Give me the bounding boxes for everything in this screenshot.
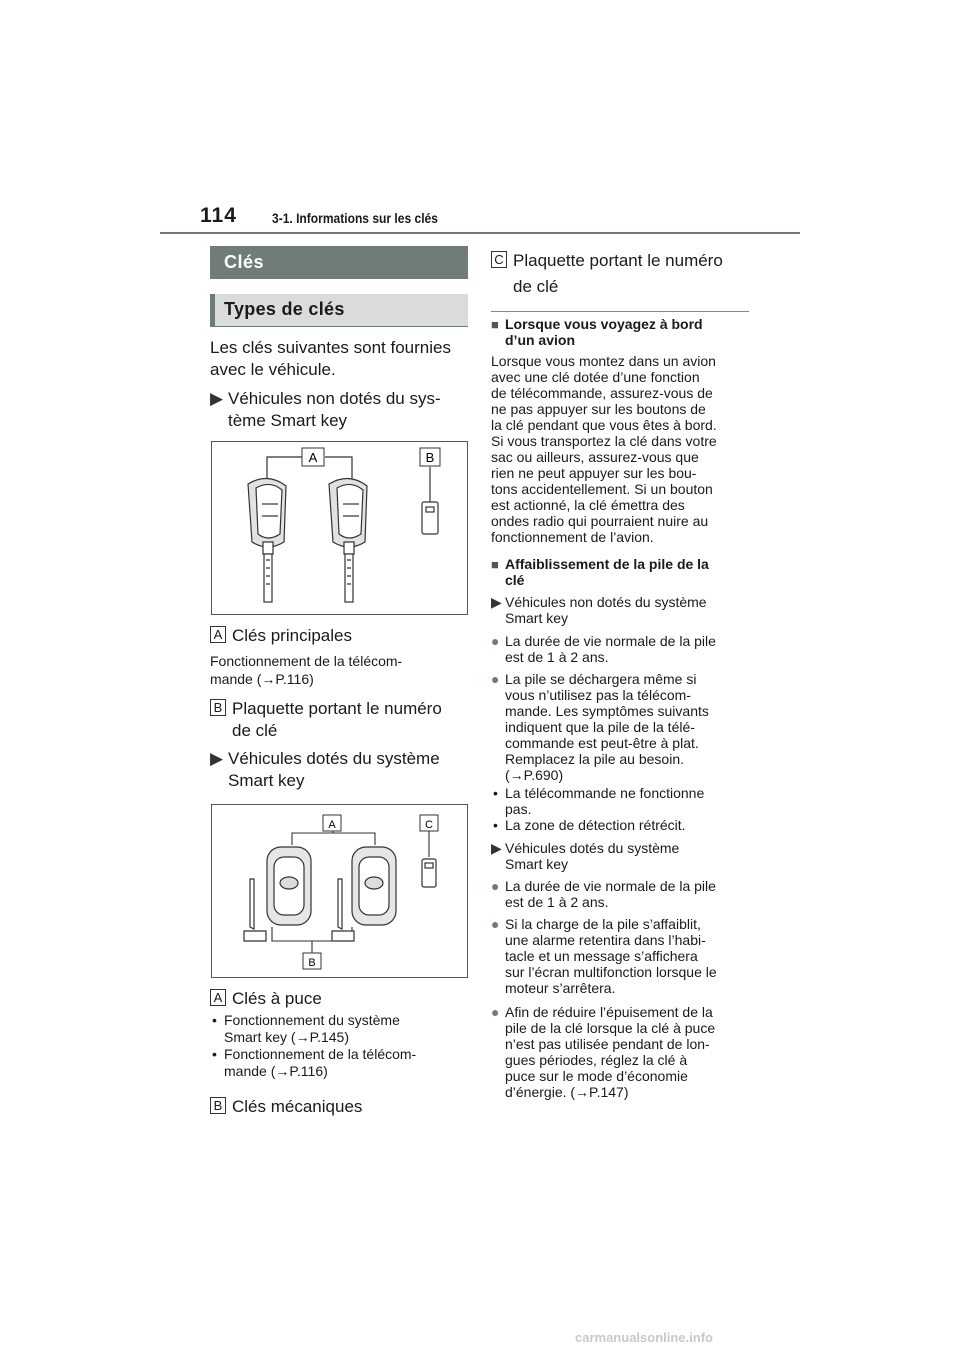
- smart-keys-illustration: [212, 805, 467, 977]
- subheading-non-smart-key: [210, 388, 441, 432]
- legend-c-number-plate: [491, 250, 723, 298]
- list-item: [210, 1012, 468, 1046]
- column-divider: [491, 311, 749, 312]
- text-line: de télécommande, assurez-vous de: [491, 385, 713, 401]
- figure-smart-keys: [211, 804, 468, 978]
- legend-text: de clé: [232, 721, 278, 740]
- subheading-line: tème Smart key: [228, 411, 348, 430]
- text-line: commande est peut-être à plat.: [505, 735, 699, 751]
- subheading-pile-smart: [491, 840, 679, 872]
- subheading-smart-key: [210, 748, 440, 792]
- note-line: Fonctionnement de la télécom-: [210, 653, 403, 669]
- heading-line: d’un avion: [505, 332, 575, 348]
- header-rule: [160, 232, 800, 234]
- text-line: tons accidentellement. Si un bouton: [491, 481, 713, 497]
- list-item: [210, 1046, 468, 1080]
- list-line: Smart key (→P.145): [224, 1029, 350, 1045]
- text-line: la clé pendant que vous êtes à bord.: [491, 417, 717, 433]
- heading-avion: [491, 316, 765, 348]
- legend-text: Plaquette portant le numéro: [232, 699, 442, 718]
- text-line: fonctionnement de l’avion.: [491, 529, 654, 545]
- list-item: [491, 785, 753, 817]
- subheading-line: Véhicules non dotés du sys-: [228, 389, 441, 408]
- circle-bullet-icon: ●: [491, 633, 500, 649]
- key-number-plate-icon: [422, 502, 438, 534]
- heading-types-de-cles: Types de clés: [210, 294, 468, 327]
- legend-label-a: A: [210, 989, 226, 1006]
- text-line: ondes radio qui pourraient nuire au: [491, 513, 709, 529]
- subheading-line: Véhicules dotés du système: [228, 749, 440, 768]
- key-fob-icon: [248, 478, 286, 602]
- subheading-line: Smart key: [228, 771, 305, 790]
- circle-bullet-icon: ●: [491, 916, 500, 932]
- conventional-keys-illustration: [212, 442, 467, 614]
- text-line: Si la charge de la pile s’affaiblit,: [505, 916, 701, 932]
- text-line: est de 1 à 2 ans.: [505, 649, 609, 665]
- item-pile-lifetime-smart: [491, 878, 767, 910]
- note-line: mande (→P.116): [210, 671, 314, 687]
- text-line: gues périodes, réglez la clé à: [505, 1052, 688, 1068]
- text-line: sac ou ailleurs, assurez-vous que: [491, 449, 699, 465]
- legend-text: Clés mécaniques: [232, 1097, 363, 1116]
- legend-label-c: C: [491, 251, 507, 268]
- text-line: moteur s’arrêtera.: [505, 980, 616, 996]
- intro-line-2: avec le véhicule.: [210, 360, 336, 379]
- subheading-line: Smart key: [505, 856, 569, 872]
- mechanical-key-icon: [244, 879, 266, 941]
- text-line: (→P.690): [505, 767, 564, 783]
- legend-text: de clé: [513, 277, 559, 296]
- item-pile-economy-mode: [491, 1004, 767, 1100]
- heading-line: Affaiblissement de la pile de la: [505, 556, 709, 572]
- text-line: vous n’utilisez pas la télécom-: [505, 687, 691, 703]
- smart-key-icon: [267, 847, 311, 925]
- arrow-icon: ▶: [210, 389, 224, 408]
- section-header: 3-1. Informations sur les clés: [272, 210, 438, 226]
- legend-label-a: A: [210, 626, 226, 643]
- text-line: La pile se déchargera même si: [505, 671, 697, 687]
- page-number: 114: [200, 204, 237, 227]
- text-line: indiquent que la pile de la télé-: [505, 719, 695, 735]
- heading-line: Lorsque vous voyagez à bord: [505, 316, 703, 332]
- key-number-plate-icon: [422, 859, 436, 887]
- watermark: carmanualsonline.info: [575, 1330, 713, 1345]
- list-line: pas.: [505, 801, 532, 817]
- text-line: Lorsque vous montez dans un avion: [491, 353, 716, 369]
- square-bullet-icon: ■: [491, 557, 499, 572]
- legend-b-number-plate: [210, 698, 442, 742]
- legend-text: Clés principales: [232, 626, 352, 645]
- smart-key-function-list: [210, 1012, 468, 1080]
- circle-bullet-icon: ●: [491, 671, 500, 687]
- item-pile-lifetime: [491, 633, 767, 665]
- subheading-line: Smart key: [505, 610, 569, 626]
- list-line: • La zone de détection rétrécit.: [505, 817, 686, 833]
- text-line: est actionné, la clé émettra des: [491, 497, 685, 513]
- text-line: La durée de vie normale de la pile: [505, 878, 716, 894]
- text-line: sur l’écran multifonction lorsque le: [505, 964, 717, 980]
- list-line: mande (→P.116): [224, 1063, 328, 1079]
- subheading-pile-non-smart: [491, 594, 707, 626]
- circle-bullet-icon: ●: [491, 878, 500, 894]
- list-item: [491, 817, 753, 833]
- arrow-icon: ▶: [491, 840, 502, 856]
- text-line: ne pas appuyer sur les boutons de: [491, 401, 706, 417]
- intro-line-1: Les clés suivantes sont fournies: [210, 338, 451, 357]
- text-line: rien ne peut appuyer sur les bou-: [491, 465, 697, 481]
- text-line: mande. Les symptômes suivants: [505, 703, 709, 719]
- heading-pile: [491, 556, 767, 588]
- legend-a-smart-keys: [210, 988, 322, 1010]
- circle-bullet-icon: ●: [491, 1004, 500, 1020]
- text-line: pile de la clé lorsque la clé à puce: [505, 1020, 716, 1036]
- legend-label-b: B: [210, 1097, 226, 1114]
- subheading-line: Véhicules non dotés du système: [505, 594, 707, 610]
- heading-line: clé: [505, 572, 525, 588]
- item-pile-alarm: [491, 916, 767, 996]
- arrow-icon: ▶: [491, 594, 502, 610]
- text-line: puce sur le mode d’économie: [505, 1068, 688, 1084]
- item-pile-discharge: [491, 671, 767, 783]
- heading-cles: Clés: [210, 246, 468, 279]
- text-line: La durée de vie normale de la pile: [505, 633, 716, 649]
- legend-text: Clés à puce: [232, 989, 322, 1008]
- figure-conventional-keys: [211, 441, 468, 615]
- symptom-list: [491, 785, 753, 833]
- text-line: Afin de réduire l’épuisement de la: [505, 1004, 713, 1020]
- text-line: n’est pas utilisée pendant de lon-: [505, 1036, 710, 1052]
- callout-a: A: [328, 819, 336, 831]
- text-line: une alarme retentira dans l’habi-: [505, 932, 706, 948]
- callout-c: C: [425, 819, 433, 831]
- arrow-icon: ▶: [210, 749, 224, 768]
- text-line: Si vous transportez la clé dans votre: [491, 433, 717, 449]
- list-line: • Fonctionnement de la télécom-: [224, 1046, 417, 1062]
- square-bullet-icon: ■: [491, 317, 499, 332]
- callout-b: B: [308, 957, 316, 969]
- mechanical-key-icon: [332, 879, 354, 941]
- text-line: Remplacez la pile au besoin.: [505, 751, 684, 767]
- text-line: tacle et un message s’affichera: [505, 948, 698, 964]
- smart-key-icon: [352, 847, 396, 925]
- paragraph-avion: [491, 353, 753, 545]
- text-line: d’énergie. (→P.147): [505, 1084, 629, 1100]
- text-line: est de 1 à 2 ans.: [505, 894, 609, 910]
- legend-a-main-keys: [210, 625, 352, 647]
- legend-a-note: [210, 652, 402, 688]
- list-line: • La télécommande ne fonctionne: [505, 785, 705, 801]
- callout-a: A: [308, 450, 318, 465]
- key-fob-icon: [329, 478, 367, 602]
- callout-b: B: [425, 450, 435, 465]
- legend-label-b: B: [210, 699, 226, 716]
- legend-b-mechanical-keys: [210, 1096, 362, 1118]
- subheading-line: Véhicules dotés du système: [505, 840, 680, 856]
- list-line: • Fonctionnement du système: [224, 1012, 400, 1028]
- text-line: avec une clé dotée d’une fonction: [491, 369, 700, 385]
- legend-text: Plaquette portant le numéro: [513, 251, 723, 270]
